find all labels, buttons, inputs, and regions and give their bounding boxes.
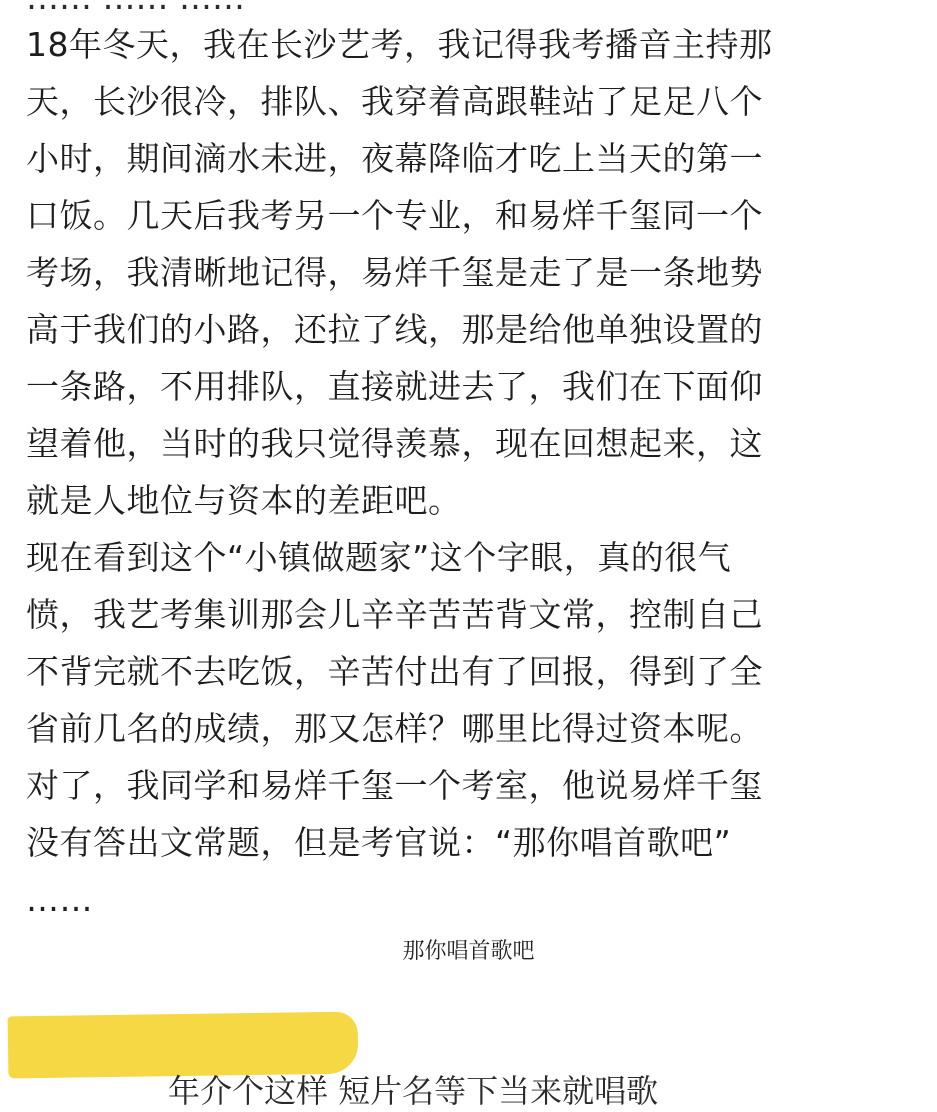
text-line: 考场，我清晰地记得，易烊千玺是走了是一条地势 [26, 253, 763, 292]
image-caption: 那你唱首歌吧 [402, 939, 535, 964]
text-line: 一条路，不用排队，直接就进去了，我们在下面仰 [26, 367, 763, 406]
text-line: 现在看到这个“小镇做题家”这个字眼，真的很气 [26, 538, 732, 577]
text-line: 高于我们的小路，还拉了线，那是给他单独设置的 [26, 310, 763, 349]
text-line: 没有答出文常题，但是考官说：“那你唱首歌吧” [26, 823, 732, 862]
cropped-text-line: 年介个这样 短片名等下当来就唱歌 [168, 1072, 659, 1110]
text-line: 省前几名的成绩，那又怎样？哪里比得过资本呢。 [26, 709, 763, 748]
text-line: 就是人地位与资本的差距吧。 [26, 481, 462, 520]
bottom-cropped-text [0, 1060, 937, 1110]
text-line: 小时，期间滴水未进，夜幕降临才吃上当天的第一 [26, 139, 763, 178]
text-line: 对了，我同学和易烊千玺一个考室，他说易烊千玺 [26, 766, 763, 805]
text-line: 望着他，当时的我只觉得羡慕，现在回想起来，这 [26, 424, 763, 463]
text-line: 口饭。几天后我考另一个专业，和易烊千玺同一个 [26, 196, 763, 235]
text-line: 18年冬天，我在长沙艺考，我记得我考播音主持那 [26, 25, 773, 64]
post-body [26, 16, 916, 928]
top-cropped-text [0, 0, 937, 8]
text-line: …… [26, 880, 93, 919]
post-paragraph-1 [26, 16, 916, 529]
text-line: 不背完就不去吃饭，辛苦付出有了回报，得到了全 [26, 652, 763, 691]
text-line: 天，长沙很冷，排队、我穿着高跟鞋站了足足八个 [26, 82, 763, 121]
cropped-text-line [26, 0, 245, 17]
post-paragraph-2 [26, 529, 916, 928]
text-line: 愤，我艺考集训那会儿辛辛苦苦背文常，控制自己 [26, 595, 763, 634]
